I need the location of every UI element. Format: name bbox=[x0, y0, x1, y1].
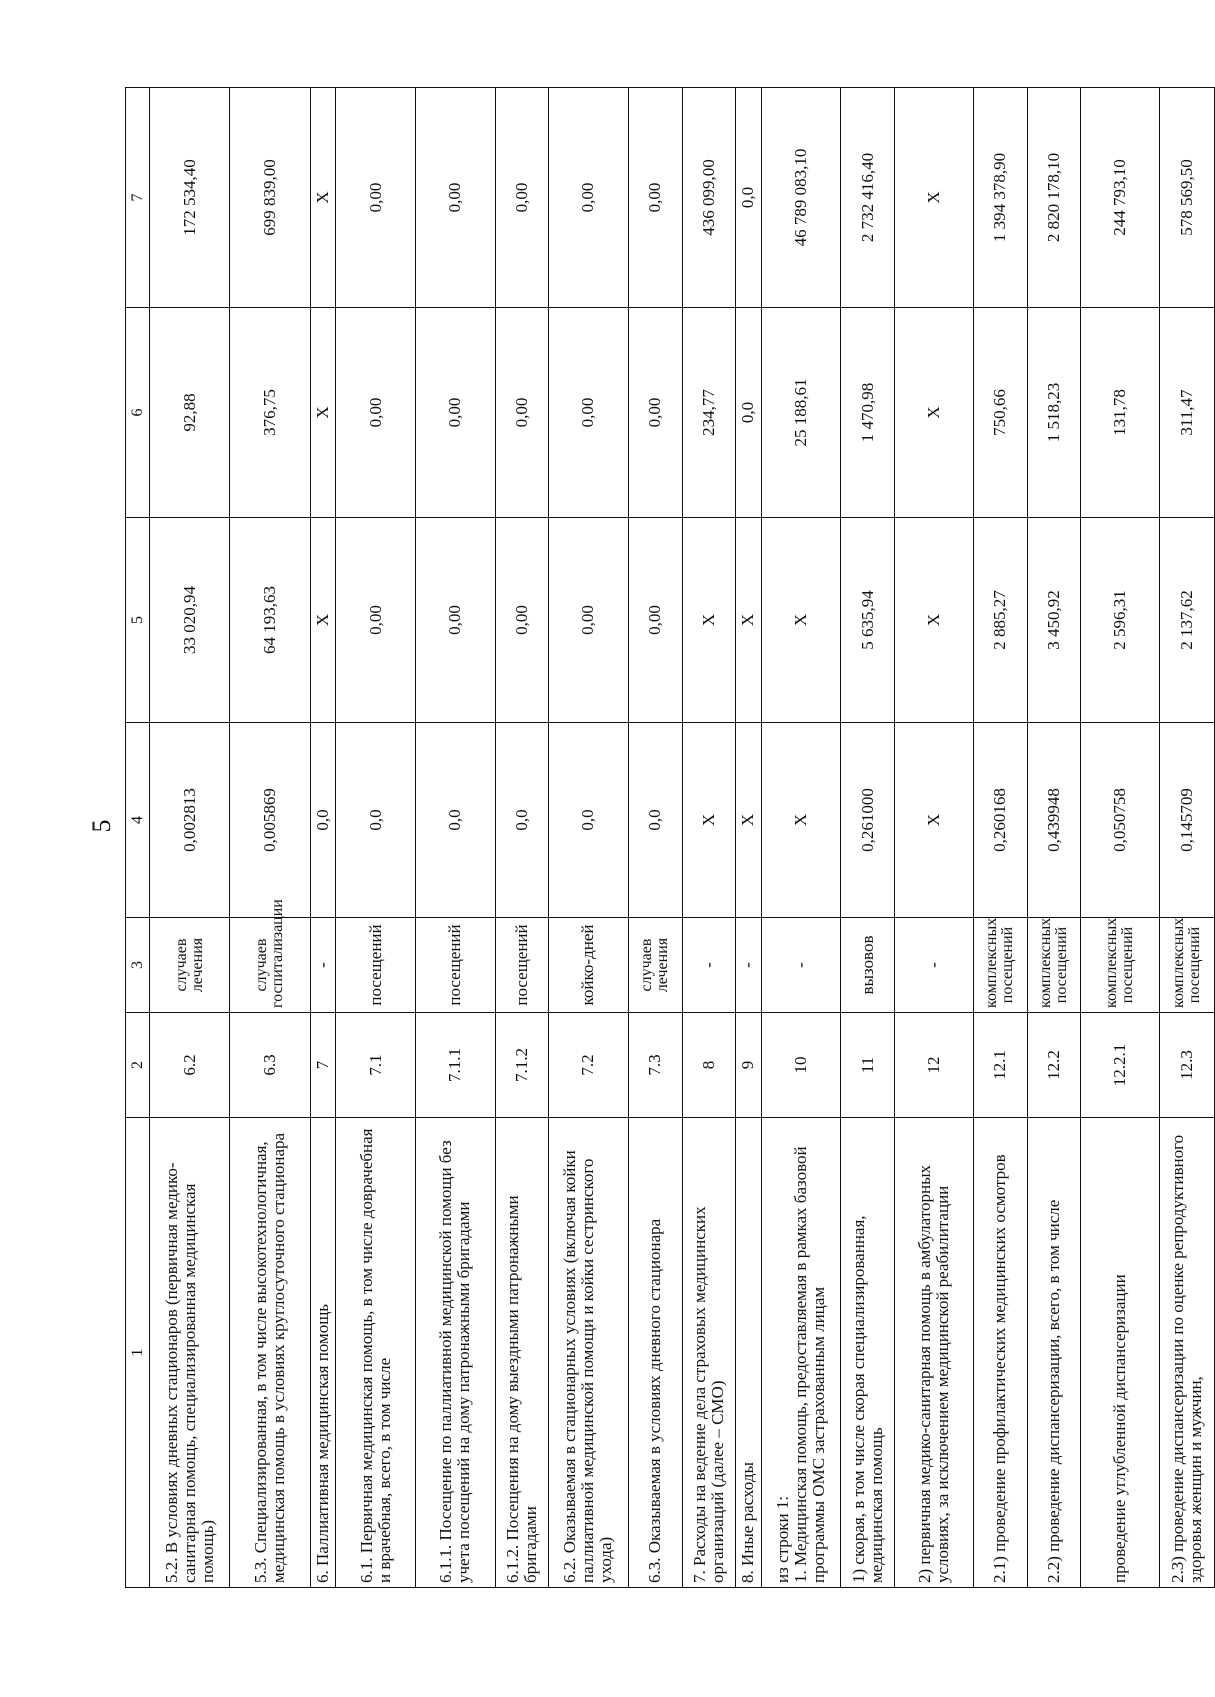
table-cell: 11 bbox=[841, 1013, 894, 1118]
table-cell: - bbox=[736, 918, 761, 1013]
table-cell: 0,0 bbox=[495, 723, 548, 918]
table-row bbox=[761, 88, 841, 1588]
table-cell: X bbox=[894, 308, 974, 518]
table-cell: 0,261000 bbox=[841, 723, 894, 918]
table-row bbox=[841, 88, 894, 1588]
table-cell: 7.1 bbox=[336, 1013, 416, 1118]
table-cell: койко-дней bbox=[548, 918, 628, 1013]
table-cell: 6.1.2. Посещения на дому выездными патронажными бригадами bbox=[495, 1118, 548, 1588]
table-cell: 7.3 bbox=[628, 1013, 682, 1118]
table-cell: 25 188,61 bbox=[761, 308, 841, 518]
table-cell: 5.3. Специализированная, в том числе высокотехнологичная, медицинская помощь в условиях круглосуточного стационара bbox=[229, 1118, 310, 1588]
table-row bbox=[548, 88, 628, 1588]
table-cell: 578 569,50 bbox=[1160, 88, 1215, 308]
table-cell: 0,050758 bbox=[1080, 723, 1160, 918]
table-cell: X bbox=[894, 88, 974, 308]
table-cell: 0,0 bbox=[628, 723, 682, 918]
table-cell: 0,145709 bbox=[1160, 723, 1215, 918]
table-cell: 234,77 bbox=[683, 308, 736, 518]
table-cell: посещений bbox=[336, 918, 416, 1013]
table-cell: 12.1 bbox=[974, 1013, 1027, 1118]
table-cell: 172 534,40 bbox=[150, 88, 230, 308]
table-cell: 6.1.1. Посещение по паллиативной медицинской помощи без учета посещений на дому патронажными бригадами bbox=[416, 1118, 496, 1588]
table-cell: 7. Расходы на ведение дела страховых медицинских организаций (далее – СМО) bbox=[683, 1118, 736, 1588]
table-cell: 2 596,31 bbox=[1080, 518, 1160, 723]
table-row bbox=[894, 88, 974, 1588]
table-row bbox=[1160, 88, 1215, 1588]
table-cell: 0,00 bbox=[548, 518, 628, 723]
header-cell: 1 bbox=[126, 1118, 150, 1588]
table-cell: 64 193,63 bbox=[229, 518, 310, 723]
table-cell: 2.3) проведение диспансеризации по оценке репродуктивного здоровья женщин и мужчин, bbox=[1160, 1118, 1215, 1588]
table-cell: 6.3. Оказываемая в условиях дневного стационара bbox=[628, 1118, 682, 1588]
table-cell: комплексных посещений bbox=[1027, 918, 1080, 1013]
table-cell: 2 137,62 bbox=[1160, 518, 1215, 723]
table-cell: 1) скорая, в том числе скорая специализированная, медицинская помощь bbox=[841, 1118, 894, 1588]
table-cell: 8 bbox=[683, 1013, 736, 1118]
table-cell: 0,00 bbox=[628, 308, 682, 518]
table-cell: случаев госпитализации bbox=[229, 918, 310, 1013]
table-row bbox=[336, 88, 416, 1588]
table-cell: - bbox=[894, 918, 974, 1013]
table-cell: - bbox=[310, 918, 335, 1013]
table-cell: 2 885,27 bbox=[974, 518, 1027, 723]
table-cell: - bbox=[683, 918, 736, 1013]
table-row bbox=[683, 88, 736, 1588]
header-cell: 4 bbox=[126, 723, 150, 918]
table-cell: 0,00 bbox=[416, 308, 496, 518]
table-cell: 2.2) проведение диспансеризации, всего, в том числе bbox=[1027, 1118, 1080, 1588]
table-cell: 0,0 bbox=[736, 308, 761, 518]
table-cell: комплексных посещений bbox=[1080, 918, 1160, 1013]
table-cell: X bbox=[736, 723, 761, 918]
header-cell: 6 bbox=[126, 308, 150, 518]
table-cell: случаев лечения bbox=[628, 918, 682, 1013]
header-cell: 5 bbox=[126, 518, 150, 723]
table-cell: 6.1. Первичная медицинская помощь, в том числе доврачебная и врачебная, всего, в том числе bbox=[336, 1118, 416, 1588]
table-cell: комплексных посещений bbox=[1160, 918, 1215, 1013]
table-row bbox=[736, 88, 761, 1588]
table-cell: 0,00 bbox=[495, 308, 548, 518]
table-row bbox=[150, 88, 230, 1588]
header-cell: 7 bbox=[126, 88, 150, 308]
table-cell: 0,002813 bbox=[150, 723, 230, 918]
table-cell: посещений bbox=[416, 918, 496, 1013]
table-cell: 2 732 416,40 bbox=[841, 88, 894, 308]
table-cell: 12.2.1 bbox=[1080, 1013, 1160, 1118]
table-cell: X bbox=[894, 723, 974, 918]
table-cell: 0,00 bbox=[336, 88, 416, 308]
table-cell: 0,00 bbox=[416, 88, 496, 308]
table-cell: комплексных посещений bbox=[974, 918, 1027, 1013]
table-cell: X bbox=[683, 723, 736, 918]
table-cell: 0,260168 bbox=[974, 723, 1027, 918]
table-row bbox=[310, 88, 335, 1588]
table-row bbox=[1027, 88, 1080, 1588]
table-cell: 7.1.1 bbox=[416, 1013, 496, 1118]
table-cell: 0,0 bbox=[336, 723, 416, 918]
table-cell: X bbox=[310, 518, 335, 723]
table-cell: 131,78 bbox=[1080, 308, 1160, 518]
table-cell: 12.3 bbox=[1160, 1013, 1215, 1118]
table-cell: 0,0 bbox=[736, 88, 761, 308]
table-cell: 1 518,23 bbox=[1027, 308, 1080, 518]
table-cell: 12 bbox=[894, 1013, 974, 1118]
page-number: 5 bbox=[87, 819, 116, 833]
table-cell: 6.2. Оказываемая в стационарных условиях (включая койки паллиативной медицинской помощи и койки сестринского ухода) bbox=[548, 1118, 628, 1588]
table-cell: 8. Иные расходы bbox=[736, 1118, 761, 1588]
table-cell: 6.3 bbox=[229, 1013, 310, 1118]
table-cell: 244 793,10 bbox=[1080, 88, 1160, 308]
table-cell: 0,0 bbox=[310, 723, 335, 918]
table-cell: 0,0 bbox=[416, 723, 496, 918]
table-cell: проведение углубленной диспансеризации bbox=[1080, 1118, 1160, 1588]
table-cell: 0,00 bbox=[548, 308, 628, 518]
table-cell: 0,00 bbox=[416, 518, 496, 723]
table-cell: 0,00 bbox=[495, 518, 548, 723]
table-cell: 2.1) проведение профилактических медицинских осмотров bbox=[974, 1118, 1027, 1588]
table-row bbox=[229, 88, 310, 1588]
table-header-row bbox=[126, 88, 150, 1588]
table-cell: 92,88 bbox=[150, 308, 230, 518]
table-cell: 6.2 bbox=[150, 1013, 230, 1118]
data-table bbox=[125, 87, 1215, 1588]
table-cell: - bbox=[761, 918, 841, 1013]
table-cell: 9 bbox=[736, 1013, 761, 1118]
table-cell: X bbox=[310, 308, 335, 518]
table-cell: X bbox=[761, 518, 841, 723]
table-cell: 0,0 bbox=[548, 723, 628, 918]
table-cell: 0,00 bbox=[628, 88, 682, 308]
table-cell: 0,00 bbox=[628, 518, 682, 723]
table-cell: случаев лечения bbox=[150, 918, 230, 1013]
table-cell: 7.2 bbox=[548, 1013, 628, 1118]
table-cell: 6. Паллиативная медицинская помощь bbox=[310, 1118, 335, 1588]
table-cell: 7 bbox=[310, 1013, 335, 1118]
table-row bbox=[974, 88, 1027, 1588]
table-cell: X bbox=[310, 88, 335, 308]
table-cell: 33 020,94 bbox=[150, 518, 230, 723]
table-cell: 311,47 bbox=[1160, 308, 1215, 518]
table-cell: 46 789 083,10 bbox=[761, 88, 841, 308]
table-cell: 5.2. В условиях дневных стационаров (первичная медико-санитарная помощь, специализированная медицинская помощь) bbox=[150, 1118, 230, 1588]
table-cell: 0,00 bbox=[495, 88, 548, 308]
table-cell: 10 bbox=[761, 1013, 841, 1118]
table-cell: 0,439948 bbox=[1027, 723, 1080, 918]
table-cell: 1 470,98 bbox=[841, 308, 894, 518]
table-cell: 0,00 bbox=[336, 308, 416, 518]
table-cell: посещений bbox=[495, 918, 548, 1013]
header-cell: 3 bbox=[126, 918, 150, 1013]
table-cell: 376,75 bbox=[229, 308, 310, 518]
table-cell: 699 839,00 bbox=[229, 88, 310, 308]
table-cell: 0,005869 bbox=[229, 723, 310, 918]
table-cell: 0,00 bbox=[548, 88, 628, 308]
table-cell: 2 820 178,10 bbox=[1027, 88, 1080, 308]
table-cell: X bbox=[736, 518, 761, 723]
table-cell: 12.2 bbox=[1027, 1013, 1080, 1118]
header-cell: 2 bbox=[126, 1013, 150, 1118]
table-cell: из строки 1: 1. Медицинская помощь, предоставляемая в рамках базовой программы ОМС застрахованным лицам bbox=[761, 1118, 841, 1588]
table-cell: 750,66 bbox=[974, 308, 1027, 518]
table-cell: 0,00 bbox=[336, 518, 416, 723]
table-row bbox=[495, 88, 548, 1588]
table-cell: X bbox=[761, 723, 841, 918]
table-cell: вызовов bbox=[841, 918, 894, 1013]
table-row bbox=[1080, 88, 1160, 1588]
table-cell: 2) первичная медико-санитарная помощь в амбулаторных условиях, за исключением медицинской реабилитации bbox=[894, 1118, 974, 1588]
table-cell: X bbox=[683, 518, 736, 723]
table-cell: 7.1.2 bbox=[495, 1013, 548, 1118]
table-cell: 1 394 378,90 bbox=[974, 88, 1027, 308]
table-cell: 3 450,92 bbox=[1027, 518, 1080, 723]
table-cell: 5 635,94 bbox=[841, 518, 894, 723]
table-row bbox=[416, 88, 496, 1588]
table-cell: X bbox=[894, 518, 974, 723]
table-cell: 436 099,00 bbox=[683, 88, 736, 308]
table-rotated-container bbox=[125, 88, 1215, 1588]
table-row bbox=[628, 88, 682, 1588]
